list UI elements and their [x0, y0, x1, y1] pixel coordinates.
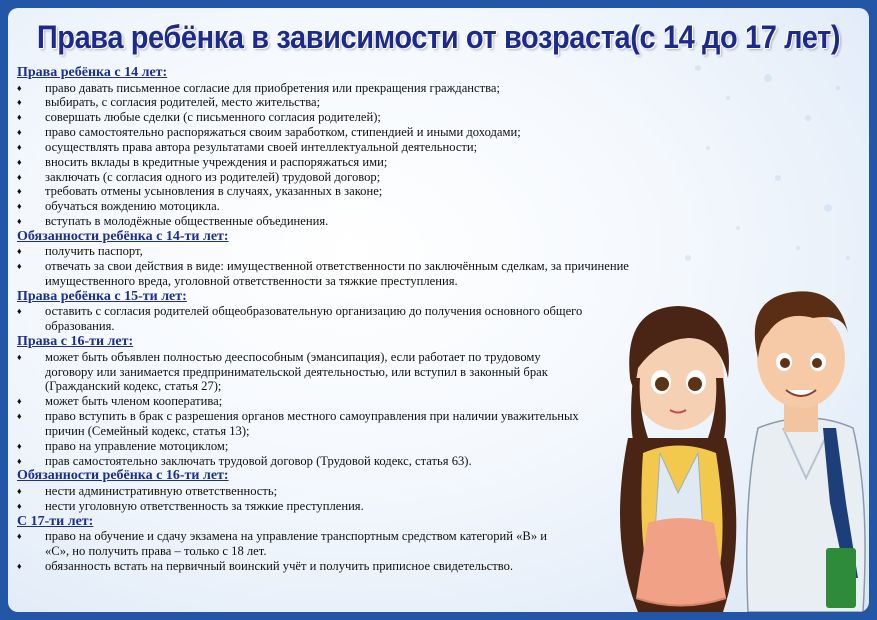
list-item: ♦ право самостоятельно распоряжаться своим заработком, стипендией и иными доходами; [17, 125, 657, 140]
boy-figure [747, 291, 865, 612]
section-rights-16 [17, 334, 592, 468]
section-heading: Права ребёнка с 15-ти лет: [17, 288, 187, 304]
list-item: ♦ выбирать, с согласия родителей, место жительства; [17, 95, 657, 110]
section-heading: С 17-ти лет: [17, 513, 94, 529]
section-heading: Обязанности ребёнка с 16-ти лет: [17, 468, 229, 484]
list-item: ♦ право давать письменное согласие для приобретения или прекращения гражданства; [17, 81, 657, 96]
list-item: ♦ право на обучение и сдачу экзамена на управление транспортным средством категорий «B» и «C», но получить права – только с 18 лет. [17, 529, 572, 559]
rights-content [17, 65, 657, 574]
list-item: ♦ может быть членом кооператива; [17, 394, 592, 409]
poster-panel [8, 8, 869, 612]
list-item: ♦ право на управление мотоциклом; [17, 439, 592, 454]
section-list [17, 304, 657, 334]
list-item: ♦ отвечать за свои действия в виде: имущественной ответственности по заключённым сделкам, за причинение имущественного вреда, уголовной ответственности за тяжкие преступления. [17, 259, 657, 289]
section-list [17, 484, 657, 514]
section-list [17, 350, 592, 469]
list-item: ♦ осуществлять права автора результатами своей интеллектуальной деятельности; [17, 140, 657, 155]
section-rights-15 [17, 289, 657, 334]
list-item: ♦ прав самостоятельно заключать трудовой договор (Трудовой кодекс, статья 63). [17, 454, 592, 469]
list-item: ♦ совершать любые сделки (с письменного согласия родителей); [17, 110, 657, 125]
list-item: ♦ обязанность встать на первичный воинский учёт и получить приписное свидетельство. [17, 559, 572, 574]
list-item: ♦ нести административную ответственность; [17, 484, 657, 499]
section-duties-14 [17, 229, 657, 289]
section-rights-14 [17, 65, 657, 229]
list-item: ♦ оставить с согласия родителей общеобразовательную организацию до получения основного общего образования. [17, 304, 605, 334]
list-item: ♦ вступать в молодёжные общественные объединения. [17, 214, 657, 229]
section-heading: Права ребёнка с 14 лет: [17, 65, 168, 80]
list-item: ♦ заключать (с согласия одного из родителей) трудовой договор; [17, 170, 657, 185]
list-item: ♦ обучаться вождению мотоцикла. [17, 199, 657, 214]
section-list [17, 244, 657, 289]
section-list [17, 529, 572, 574]
section-duties-16 [17, 468, 657, 513]
section-heading: Обязанности ребёнка с 14-ти лет: [17, 228, 229, 244]
list-item: ♦ может быть объявлен полностью дееспособным (эмансипация), если работает по трудовому договору или занимается предпринимательской деятельностью, или вступил в законный брак (Гражданский кодекс, статья 27); [17, 350, 592, 395]
list-item: ♦ нести уголовную ответственность за тяжкие преступления. [17, 499, 657, 514]
section-list [17, 81, 657, 229]
list-item: ♦ требовать отмены усыновления в случаях, указанных в законе; [17, 184, 657, 199]
page-title: Права ребёнка в зависимости от возраста(с 14 до 17 лет) [36, 20, 841, 56]
section-heading: Права с 16-ти лет: [17, 334, 134, 350]
teenagers-illustration [608, 278, 869, 612]
list-item: ♦ получить паспорт, [17, 244, 657, 259]
list-item: ♦ вносить вклады в кредитные учреждения и распоряжаться ими; [17, 155, 657, 170]
list-item: ♦ право вступить в брак с разрешения органов местного самоуправления при наличии уважительных причин (Семейный кодекс, статья 13); [17, 409, 592, 439]
girl-figure [620, 306, 736, 612]
section-17 [17, 514, 572, 574]
